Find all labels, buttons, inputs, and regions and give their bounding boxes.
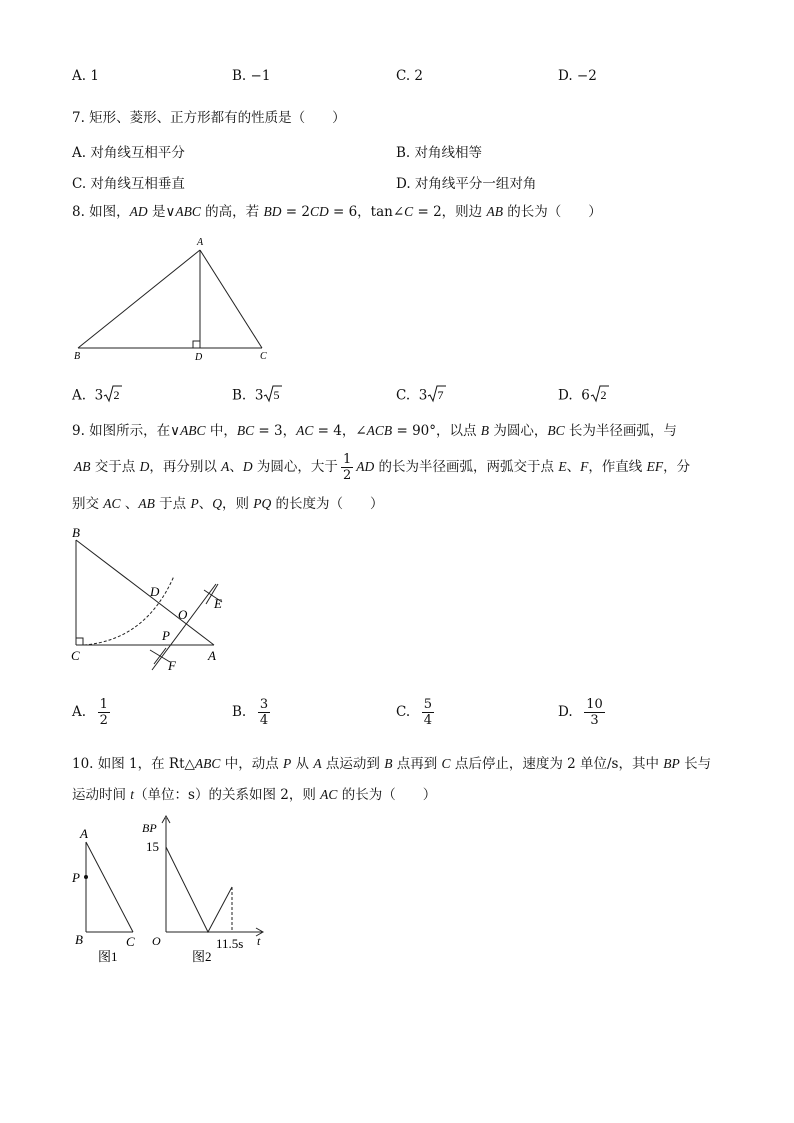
- q7-option-d: D. 对角线平分一组对角: [396, 176, 537, 192]
- sqrt-icon: [427, 384, 447, 408]
- label-f: F: [168, 658, 176, 673]
- fraction-half: $\frac{1}{2}$: [342, 452, 352, 483]
- x-value-label: 11.5s: [216, 936, 244, 951]
- q9-stem-line2: AB 交于点 D，再分别以 A、D 为圆心，大于 $\frac{1}{2}$ AD 的长为半径画弧，两弧交于点 E、F，作直线 EF，分: [74, 452, 691, 483]
- caption-fig1: 图1: [98, 949, 118, 964]
- caption-fig2: 图2: [192, 949, 212, 964]
- q9-option-d: D. $\frac{10}{3}$: [558, 697, 603, 728]
- q6-option-b: B. −1: [232, 68, 271, 84]
- q10-figure-1: [66, 822, 146, 967]
- label-d: D: [195, 352, 203, 363]
- q9-option-c: C. $\frac{5}{4}$: [396, 697, 433, 728]
- q7-stem: 7. 矩形、菱形、正方形都有的性质是（ ）: [72, 110, 346, 126]
- label-b: B: [74, 351, 81, 362]
- label-e: E: [214, 596, 222, 611]
- q7-option-b: B. 对角线相等: [396, 145, 483, 161]
- label-a: A: [197, 237, 204, 248]
- q6-option-a: A. 1: [72, 68, 99, 84]
- q8-option-d: D. 6 2: [558, 384, 610, 408]
- q9-stem-line1: 9. 如图所示，在∨ABC 中，BC = 3，AC = 4，∠ACB = 90°，以点 B 为圆心，BC 长为半径画弧，与: [72, 423, 677, 439]
- q7-option-c: C. 对角线互相垂直: [72, 176, 185, 192]
- q9-stem-line3: 别交 AC 、AB 于点 P、Q，则 PQ 的长度为（ ）: [72, 496, 384, 512]
- segment-ab: [78, 250, 200, 348]
- sqrt-icon: [590, 384, 610, 408]
- right-angle-mark: [193, 341, 200, 348]
- point-p: [84, 875, 88, 879]
- q9-option-b: B. $\frac{3}{4}$: [232, 697, 269, 728]
- q9-construction-figure: [66, 524, 236, 676]
- q8-option-a: A. 3 2: [72, 384, 123, 408]
- q8-option-b: B. 3 5: [232, 384, 283, 408]
- arc-from-b: [84, 576, 174, 645]
- q7-option-a: A. 对角线互相平分: [72, 145, 185, 161]
- label-p: P: [72, 870, 80, 885]
- label-a: A: [80, 826, 88, 841]
- svg-text:2: 2: [600, 388, 607, 402]
- label-p: P: [162, 628, 170, 643]
- q10-stem-line1: 10. 如图 1，在 Rt△ABC 中，动点 P 从 A 点运动到 B 点再到 C 点后停止，速度为 2 单位/s，其中 BP 长与: [72, 756, 712, 772]
- label-c: C: [71, 648, 80, 663]
- q9-option-a: A. $\frac{1}{2}$: [72, 697, 108, 728]
- origin-label: O: [152, 934, 161, 948]
- label-c: C: [260, 351, 267, 362]
- label-d: D: [150, 584, 160, 599]
- q8-option-c: C. 3 7: [396, 384, 447, 408]
- arc-mark-f2: [154, 648, 166, 664]
- segment-ba: [76, 540, 214, 645]
- label-o: O: [178, 607, 188, 622]
- svg-text:7: 7: [437, 388, 444, 402]
- graph-line: [166, 847, 232, 932]
- label-c: C: [126, 934, 135, 949]
- right-angle-mark: [76, 638, 83, 645]
- y-axis-label: BP: [142, 821, 157, 835]
- q6-option-d: D. −2: [558, 68, 597, 84]
- x-axis-label: t: [257, 934, 261, 948]
- q6-option-c: C. 2: [396, 68, 424, 84]
- sqrt-icon: [103, 384, 123, 408]
- q10-figure-2: [140, 812, 275, 968]
- q8-stem: 8. 如图，AD 是∨ABC 的高，若 BD = 2CD = 6，tan∠C = 2，则边 AB 的长为（ ）: [72, 204, 602, 220]
- segment-ac: [86, 842, 133, 932]
- svg-text:5: 5: [273, 388, 280, 402]
- svg-text:2: 2: [113, 388, 120, 402]
- sqrt-icon: [263, 384, 283, 408]
- label-a: A: [208, 648, 216, 663]
- label-b: B: [72, 525, 80, 540]
- q10-stem-line2: 运动时间 t（单位：s）的关系如图 2，则 AC 的长为（ ）: [72, 787, 437, 803]
- label-b: B: [75, 932, 83, 947]
- y-value-label: 15: [146, 839, 159, 854]
- q8-triangle-figure: [70, 232, 280, 367]
- segment-ac: [200, 250, 262, 348]
